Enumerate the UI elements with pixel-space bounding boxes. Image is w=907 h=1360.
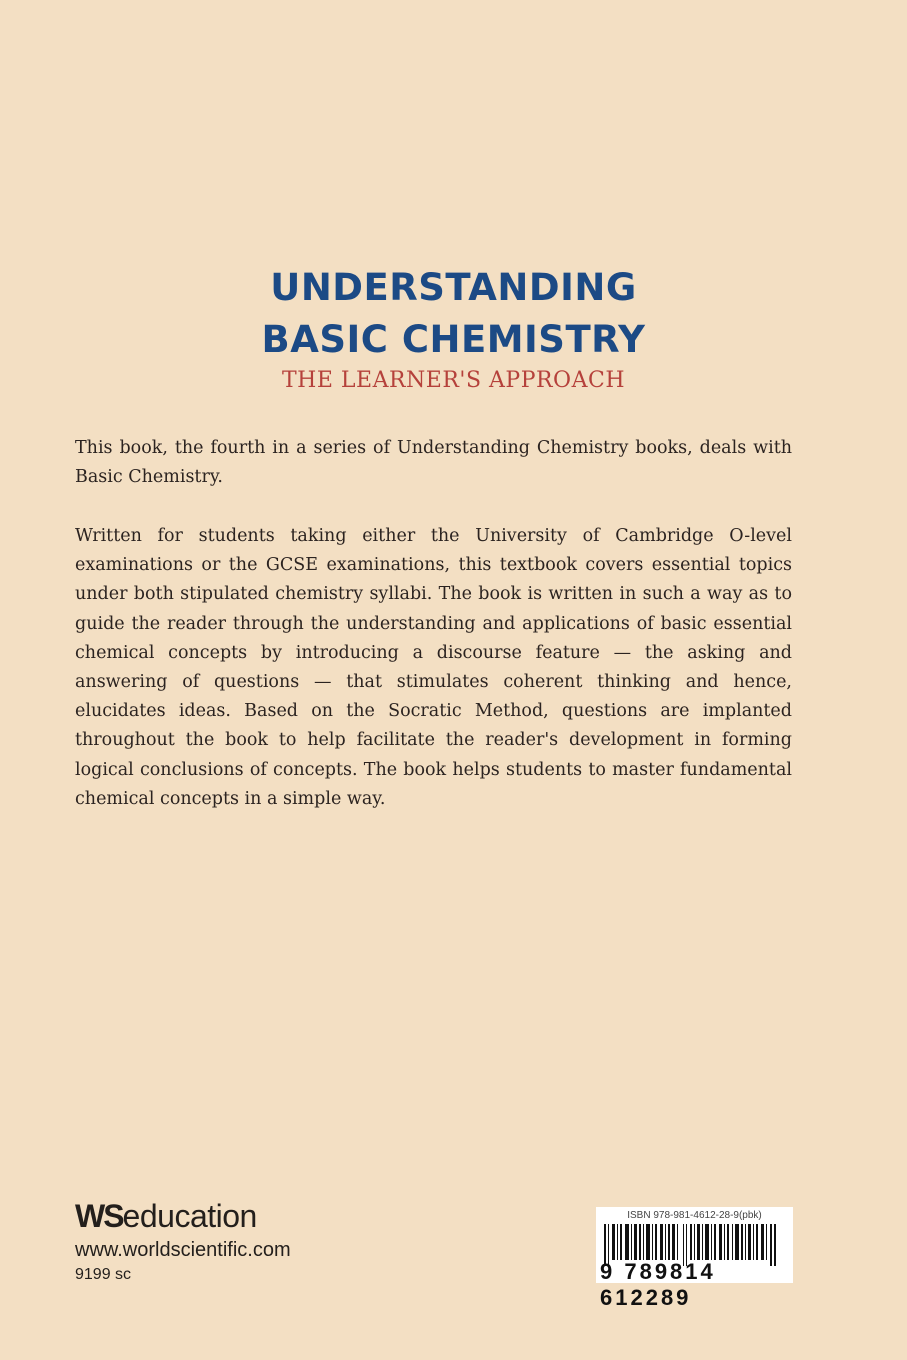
book-title-line-1: UNDERSTANDING: [270, 266, 637, 309]
publisher-logo: [75, 1196, 291, 1236]
publisher-logo-mark: WS: [75, 1198, 123, 1234]
isbn-barcode: [596, 1207, 793, 1310]
barcode-number: 9 789814 612289: [600, 1259, 716, 1310]
publisher-block: [75, 1196, 291, 1286]
product-code: 9199 sc: [75, 1266, 132, 1283]
book-subtitle: THE LEARNER'S APPROACH: [281, 368, 626, 393]
publisher-website: www.worldscientific.com: [75, 1239, 291, 1261]
title-block: [0, 262, 907, 398]
publisher-logo-text: education: [122, 1198, 257, 1234]
description-paragraph-2: Written for students taking either the University of Cambridge O-level examinations or the GCSE examinations, this textbook covers essential topics under both stipulated chemistry syllabi. The book is written in such a way as to guide the reader through the understanding and applications of basic essential chemical concepts by introducing a discourse feature — the asking and answering of questions — that stimulates coherent thinking and hence, elucidates ideas. Based on the Socratic Method, questions are implanted throughout the book to help facilitate the reader's development in forming logical conclusions of concepts. The book helps students to master fundamental chemical concepts in a simple way.: [75, 526, 792, 809]
description-paragraph-1: This book, the fourth in a series of Understanding Chemistry books, deals with Basic Chemistry.: [75, 438, 792, 488]
book-title-line-2: BASIC CHEMISTRY: [261, 318, 646, 361]
isbn-label: ISBN 978-981-4612-28-9(pbk): [627, 1210, 762, 1221]
